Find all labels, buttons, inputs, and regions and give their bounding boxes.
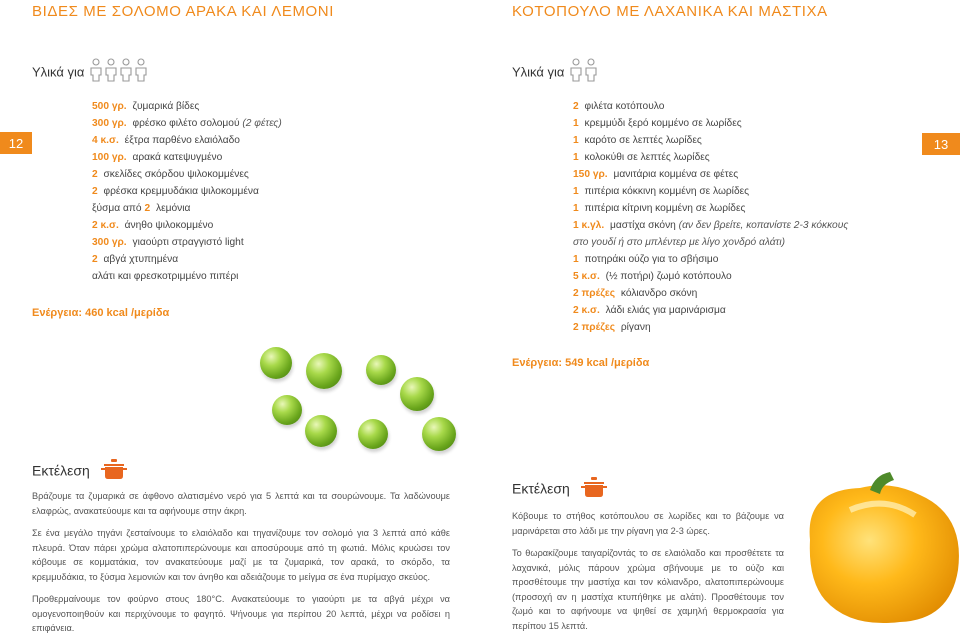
- ingredient-text: αλάτι και φρεσκοτριμμένο πιπέρι: [92, 271, 239, 282]
- ingredient-qty: 2: [92, 186, 98, 197]
- ingredient-qty: 1: [573, 118, 579, 129]
- ingredient-text: φρέσκο φιλέτο σολομού: [132, 118, 240, 129]
- ingredient-text: φρέσκα κρεμμυδάκια ψιλοκομμένα: [103, 186, 259, 197]
- right-method-heading: [512, 476, 608, 503]
- right-energy: Ενέργεια: 549 kcal /μερίδα: [512, 357, 650, 369]
- left-page-number: 12: [0, 132, 32, 154]
- ingredient-qty: 500 γρ.: [92, 101, 127, 112]
- left-method-text: [32, 489, 450, 644]
- ingredient-item: [573, 234, 848, 251]
- ingredient-item: [92, 183, 282, 200]
- ingredient-text: ποτηράκι ούζο για το σβήσιμο: [584, 254, 719, 265]
- ingredient-text: αρακά κατεψυγμένο: [132, 152, 223, 163]
- ingredient-qty: 4 κ.σ.: [92, 135, 119, 146]
- ingredient-qty: 150 γρ.: [573, 169, 608, 180]
- left-recipe-title: ΒΙΔΕΣ ΜΕ ΣΟΛΟΜΟ ΑΡΑΚΑ ΚΑΙ ΛΕΜΟΝΙ: [32, 3, 335, 20]
- ingredient-text: (½ ποτήρι) ζωμό κοτόπουλο: [605, 271, 732, 282]
- ingredient-text: πιπέρια κόκκινη κομμένη σε λωρίδες: [584, 186, 750, 197]
- ingredient-text: μαστίχα σκόνη: [610, 220, 676, 231]
- ingredient-text: σκελίδες σκόρδου ψιλοκομμένες: [103, 169, 249, 180]
- ingredient-item: [92, 132, 282, 149]
- method-title: Εκτέλεση: [32, 462, 90, 479]
- ingredient-qty: 2 κ.σ.: [573, 305, 600, 316]
- ingredient-item: [573, 200, 848, 217]
- ingredient-item: [573, 115, 848, 132]
- yellow-pepper-image: [790, 470, 960, 625]
- method-paragraph: Κόβουμε το στήθος κοτόπουλου σε λωρίδες και το βάζουμε να μαρινάρεται στο λάδι με την ρίγανη για 2-3 ώρες.: [512, 511, 784, 536]
- ingredient-qty: 1: [573, 254, 579, 265]
- ingredient-item: [573, 302, 848, 319]
- person-icon: [584, 58, 598, 87]
- ingredient-text2: λεμόνια: [155, 203, 191, 214]
- ingredient-item: [92, 166, 282, 183]
- ingredient-qty: 5 κ.σ.: [573, 271, 600, 282]
- ingredient-text: αβγά χτυπημένα: [103, 254, 179, 265]
- ingredient-text: ζυμαρικά βίδες: [132, 101, 200, 112]
- left-energy: Ενέργεια: 460 kcal /μερίδα: [32, 307, 170, 319]
- ingredient-qty: 2 κ.σ.: [92, 220, 119, 231]
- pot-icon: [100, 458, 128, 485]
- ingredient-text: κρεμμύδι ξερό κομμένο σε λωρίδες: [584, 118, 742, 129]
- ingredients-for-label: Υλικά για: [512, 64, 565, 80]
- ingredient-item: [92, 149, 282, 166]
- ingredient-text: καρότο σε λεπτές λωρίδες: [584, 135, 702, 146]
- ingredient-qty2: 2: [144, 203, 151, 214]
- ingredient-item: [573, 217, 848, 234]
- ingredient-item: [92, 217, 282, 234]
- ingredient-item: [92, 234, 282, 251]
- ingredient-item: [92, 200, 282, 217]
- ingredient-text: κολοκύθι σε λεπτές λωρίδες: [584, 152, 710, 163]
- peas-image: [230, 335, 490, 465]
- ingredient-qty: 2: [573, 101, 579, 112]
- ingredient-item: [573, 149, 848, 166]
- ingredient-item: [92, 98, 282, 115]
- ingredient-qty: 1: [573, 135, 579, 146]
- ingredient-qty: 300 γρ.: [92, 237, 127, 248]
- ingredient-qty: 2 πρέζες: [573, 322, 616, 333]
- ingredient-text: λάδι ελιάς για μαρινάρισμα: [605, 305, 726, 316]
- right-ingredients-list: [573, 98, 848, 336]
- method-paragraph: Σε ένα μεγάλο τηγάνι ζεσταίνουμε το ελαιόλαδο και τηγανίζουμε τον σολομό για 3 λεπτά από κάθε πλευρά. Όταν πάρει χρώμα αλατοπιπερώνουμε και αποσύρουμε από τη φωτιά. Μόλις κρυώσει τον κόβουμε σε κομματάκια, τον ανακατεύουμε μαζί με τα ζυμαρικά, τον αρακά, το σκόρδο, τα κρεμμυδάκια, το ξύσμα λεμονιών και τον άνηθο και αδειάζουμε το μείγμα σε ένα πυρίμαχο σκεύος.: [32, 528, 450, 582]
- right-page-number: 13: [922, 133, 960, 155]
- person-icon: [119, 58, 133, 87]
- left-method-heading: [32, 458, 128, 485]
- ingredient-text: μανιτάρια κομμένα σε φέτες: [613, 169, 739, 180]
- ingredient-text: ρίγανη: [620, 322, 651, 333]
- ingredient-item: [573, 285, 848, 302]
- ingredients-for-label: Υλικά για: [32, 64, 85, 80]
- right-method-text: [512, 509, 784, 641]
- ingredient-qty: 2 πρέζες: [573, 288, 616, 299]
- pot-icon: [580, 476, 608, 503]
- ingredient-item: [573, 166, 848, 183]
- ingredient-qty: 2: [92, 169, 98, 180]
- ingredient-item: [573, 183, 848, 200]
- right-recipe-title: ΚΟΤΟΠΟΥΛΟ ΜΕ ΛΑΧΑΝΙΚΑ ΚΑΙ ΜΑΣΤΙΧΑ: [512, 3, 828, 20]
- ingredient-item: [573, 319, 848, 336]
- left-ingredients-for: [32, 58, 148, 87]
- ingredient-note: στο γουδί ή στο μπλέντερ με λίγο χονδρό αλάτι): [573, 237, 786, 248]
- ingredient-item: [573, 98, 848, 115]
- ingredient-qty: 1: [573, 152, 579, 163]
- ingredient-note: (2 φέτες): [242, 118, 282, 129]
- method-title: Εκτέλεση: [512, 480, 570, 497]
- ingredient-item: [573, 251, 848, 268]
- ingredient-item: [92, 268, 282, 285]
- servings-people-icons: [569, 58, 598, 87]
- ingredient-qty: 2: [92, 254, 98, 265]
- ingredient-qty: 1: [573, 203, 579, 214]
- ingredient-qty: 1 κ.γλ.: [573, 220, 605, 231]
- method-paragraph: Βράζουμε τα ζυμαρικά σε άφθονο αλατισμένο νερό για 5 λεπτά και τα σουρώνουμε. Τα λαδώνουμε ελαφρώς, ανακατεύουμε και τα αφήνουμε στην άκρη.: [32, 491, 450, 516]
- ingredient-text: κόλιανδρο σκόνη: [620, 288, 698, 299]
- person-icon: [104, 58, 118, 87]
- ingredient-qty: 100 γρ.: [92, 152, 127, 163]
- ingredient-item: [573, 268, 848, 285]
- ingredient-qty: 300 γρ.: [92, 118, 127, 129]
- ingredient-qty: 1: [573, 186, 579, 197]
- ingredient-item: [573, 132, 848, 149]
- ingredient-note: (αν δεν βρείτε, κοπανίστε 2-3 κόκκους: [678, 220, 849, 231]
- person-icon: [569, 58, 583, 87]
- person-icon: [134, 58, 148, 87]
- ingredient-text: πιπέρια κίτρινη κομμένη σε λωρίδες: [584, 203, 746, 214]
- left-ingredients-list: [92, 98, 282, 285]
- method-paragraph: Το θωρακίζουμε ταιγαρίζοντάς το σε ελαιόλαδο και προσθέτετε τα λαχανικά, μόλις πάρουν χρώμα σβήνουμε με το ούζο και προσθέτουμε την μαστίχα και τον κόλιανδρο, αλατοπιπερώνουμε (προσοχή αν η μαστίχα κτυπήθηκε με αλάτι). Προσθέτουμε τον ζωμό και το αφήνουμε να ψηθεί σε χαμηλή θερμοκρασία για περίπου 15 λεπτά.: [512, 548, 784, 631]
- ingredient-text: φιλέτα κοτόπουλο: [584, 101, 665, 112]
- person-icon: [89, 58, 103, 87]
- method-paragraph: Προθερμαίνουμε τον φούρνο στους 180°C. Ανακατεύουμε το γιαούρτι με τα αβγά μέχρι να ομογενοποιηθούν και περιχύνουμε το φαγητό. Ψήνουμε για περίπου 20 λεπτά, μέχρι να ροδίσει η επιφάνεια.: [32, 594, 450, 633]
- ingredient-text: άνηθο ψιλοκομμένο: [124, 220, 214, 231]
- servings-people-icons: [89, 58, 148, 87]
- right-ingredients-for: [512, 58, 598, 87]
- ingredient-text: γιαούρτι στραγγιστό light: [132, 237, 244, 248]
- ingredient-text: ξύσμα από: [92, 203, 142, 214]
- ingredient-text: έξτρα παρθένο ελαιόλαδο: [124, 135, 240, 146]
- ingredient-item: [92, 115, 282, 132]
- ingredient-item: [92, 251, 282, 268]
